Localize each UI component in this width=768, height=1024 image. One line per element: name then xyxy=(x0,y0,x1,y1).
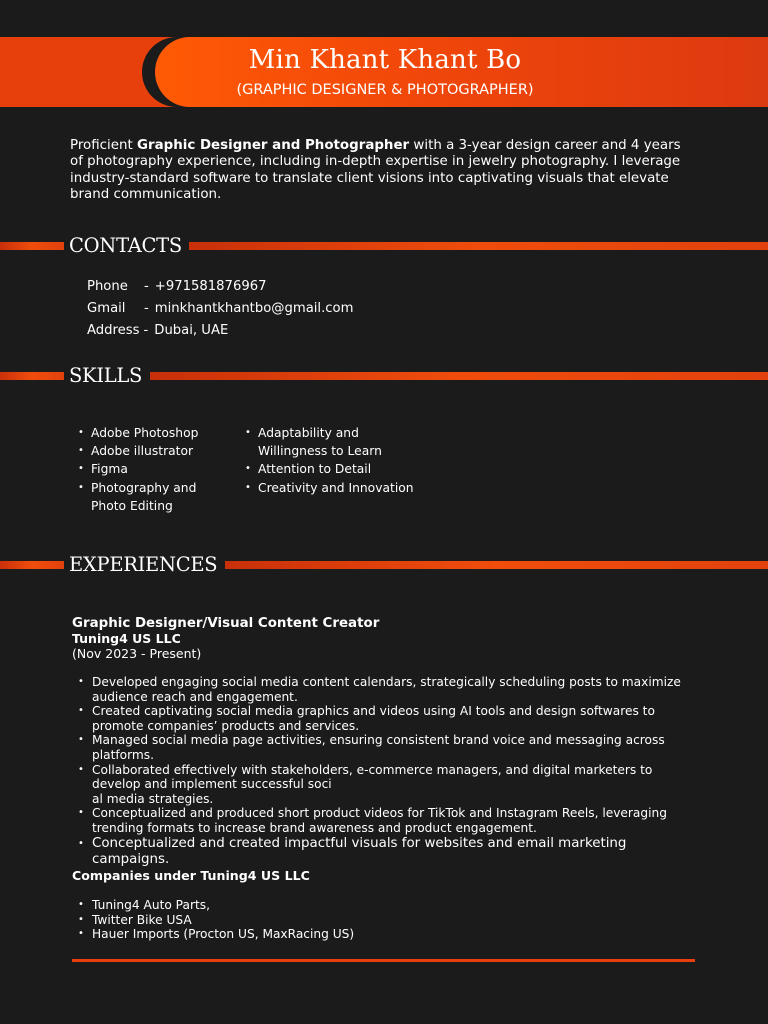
job-company: Tuning4 US LLC xyxy=(72,631,181,646)
contact-value: Dubai, UAE xyxy=(154,323,229,338)
person-name: Min Khant Khant Bo xyxy=(248,45,522,75)
profile-summary xyxy=(70,138,690,203)
skill-item: • Photography and xyxy=(78,479,198,497)
contact-phone xyxy=(87,276,353,298)
skill-item: • Adobe illustrator xyxy=(78,442,198,460)
skill-item: • Creativity and Innovation xyxy=(245,479,414,497)
company-item: • Twitter Bike USA xyxy=(78,913,703,928)
responsibility-item: • Collaborated effectively with stakeholders, e-commerce managers, and digital marketers to develop and implement successful soci xyxy=(78,763,703,792)
contact-separator: - xyxy=(144,301,149,316)
skill-item: • Attention to Detail xyxy=(245,460,414,478)
contacts-heading: CONTACTS xyxy=(69,234,182,257)
company-item: • Tuning4 Auto Parts, xyxy=(78,898,703,913)
contact-label: Phone xyxy=(87,279,128,294)
skill-item: • Adobe Photoshop xyxy=(78,424,198,442)
companies-heading: Companies under Tuning4 US LLC xyxy=(72,868,310,883)
responsibility-item: • Conceptualized and produced short product videos for TikTok and Instagram Reels, leveraging trending formats to increase brand awareness and product engagement. xyxy=(78,806,703,835)
responsibility-item-continued: al media strategies. xyxy=(92,791,214,806)
contacts-divider-right xyxy=(189,242,768,250)
skills-list-left xyxy=(78,424,198,515)
contact-value: minkhantkhantbo@gmail.com xyxy=(154,301,354,316)
summary-highlight: Graphic Designer and Photographer xyxy=(137,138,410,153)
contact-label: Address xyxy=(87,323,140,338)
responsibility-item: • Managed social media page activities, ensuring consistent brand voice and messaging across platforms. xyxy=(78,733,703,762)
bottom-divider xyxy=(72,959,695,962)
contact-address xyxy=(87,320,353,342)
contact-separator: - xyxy=(143,323,149,338)
contact-value: +971581876967 xyxy=(154,279,267,294)
summary-prefix: Proficient xyxy=(70,138,137,153)
person-role: (GRAPHIC DESIGNER & PHOTOGRAPHER) xyxy=(236,82,534,98)
skills-divider-left xyxy=(0,372,64,380)
skill-item-continued: Photo Editing xyxy=(91,498,173,513)
company-item: • Hauer Imports (Procton US, MaxRacing US) xyxy=(78,927,703,942)
experiences-divider-left xyxy=(0,561,64,569)
responsibility-item: • Created captivating social media graphics and videos using AI tools and design softwares to promote companies’ products and services. xyxy=(78,704,703,733)
summary-suffix: with a 3-year design career and 4 years of photography experience, including in-depth expertise in jewelry photography. I leverage industry-standard software to translate client visions into captivating visuals that elevate brand communication. xyxy=(70,138,681,202)
contact-list xyxy=(87,276,353,342)
skill-item-continued: Willingness to Learn xyxy=(258,444,382,459)
skill-item: • Figma xyxy=(78,460,198,478)
job-title: Graphic Designer/Visual Content Creator xyxy=(72,616,380,631)
responsibility-item: • Developed engaging social media content calendars, strategically scheduling posts to maximize audience reach and engagement. xyxy=(78,675,703,704)
skills-list-right xyxy=(245,424,414,497)
contact-separator: - xyxy=(144,279,149,294)
companies-list xyxy=(78,898,703,942)
job-dates: (Nov 2023 - Present) xyxy=(72,646,202,661)
contact-label: Gmail xyxy=(87,301,126,316)
contacts-divider-left xyxy=(0,242,64,250)
skills-heading: SKILLS xyxy=(69,364,143,387)
skills-divider-right xyxy=(150,372,768,380)
skill-item: • Adaptability and xyxy=(245,424,414,442)
responsibility-item: • Conceptualized and created impactful visuals for websites and email marketing campaigns. xyxy=(78,836,703,868)
contact-email xyxy=(87,298,353,320)
experiences-divider-right xyxy=(225,561,768,569)
job-responsibilities xyxy=(78,675,703,868)
experiences-heading: EXPERIENCES xyxy=(69,553,218,576)
